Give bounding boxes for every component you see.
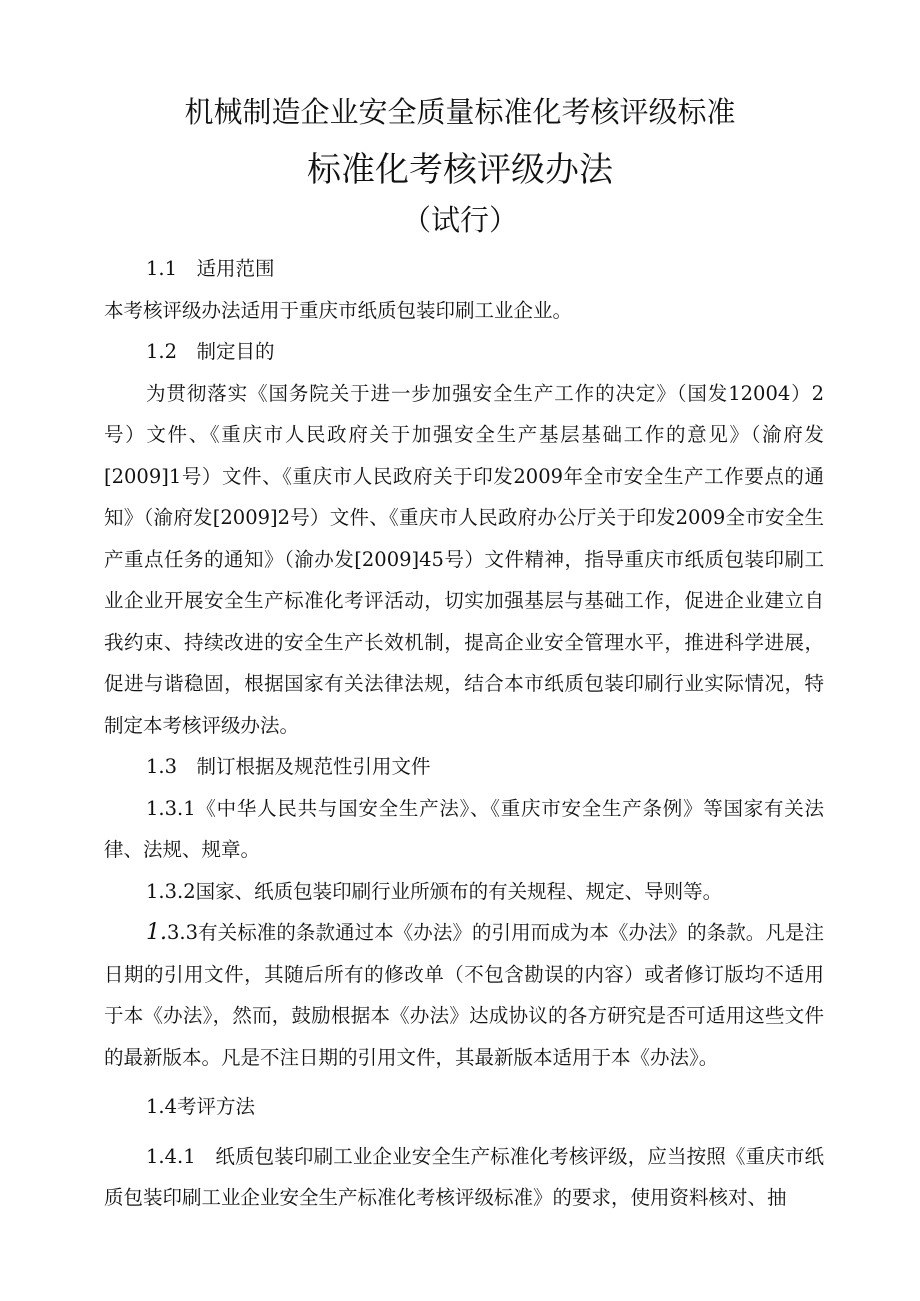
section-heading-1-1: 1.1 适用范围	[146, 257, 275, 280]
paragraph-1-3-1: 1.3.1《中华人民共与国安全生产法》、《重庆市安全生产条例》等国家有关法律、法规、规章。	[104, 796, 824, 861]
paragraph-1-3-3-text: 3.3有关标准的条款通过本《办法》的引用而成为本《办法》的条款。凡是注日期的引用文件，其随后所有的修改单（不包含勘误的内容）或者修订版均不适用于本《办法》，然而，鼓励根据本《办法》达成协议的各方研究是否可适用这些文件的最新版本。凡是不注日期的引用文件，其最新版本适用于本《办法》。	[104, 921, 824, 1069]
document-subtitle: 标准化考核评级办法	[307, 150, 613, 190]
paragraph-purpose: 为贯彻落实《国务院关于进一步加强安全生产工作的决定》（国发12004）2号）文件、《重庆市人民政府关于加强安全生产基层基础工作的意见》（渝府发[2009]1号）文件、《重庆市人民政府关于印发2009年全市安全生产工作要点的通知》（渝府发[2009]2号）文件、《重庆市人民政府办公厅关于印发2009全市安全生产重点任务的通知》（渝办发[2009]45号）文件精神，指导重庆市纸质包装印刷工业企业开展安全生产标准化考评活动，切实加强基层与基础工作，促进企业建立自我约束、持续改进的安全生产长效机制，提高企业安全管理水平，推进科学进展，促进与谐稳固，根据国家有关法律法规，结合本市纸质包装印刷行业实际情况，特制定本考核评级办法。	[104, 381, 824, 737]
paragraph-1-3-3	[104, 912, 824, 1078]
paragraph-1-3-2: 1.3.2国家、纸质包装印刷行业所颁布的有关规程、规定、导则等。	[146, 879, 723, 903]
section-heading-1-4: 1.4考评方法	[146, 1095, 256, 1118]
document-trial-note: （试行）	[401, 203, 518, 237]
paragraph-1-4-1: 1.4.1 纸质包装印刷工业企业安全生产标准化考核评级，应当按照《重庆市纸质包装印刷工业企业安全生产标准化考核评级标准》的要求，使用资料核对、抽	[104, 1144, 824, 1209]
document-body	[104, 248, 824, 1219]
paragraph-scope: 本考核评级办法适用于重庆市纸质包装印刷工业企业。	[104, 298, 573, 322]
section-heading-1-3: 1.3 制订根据及规范性引用文件	[146, 755, 431, 778]
document-main-title: 机械制造企业安全质量标准化考核评级标准	[184, 95, 736, 129]
section-heading-1-2: 1.2 制定目的	[146, 340, 275, 363]
paragraph-1-3-3-number: 1.	[146, 920, 167, 945]
